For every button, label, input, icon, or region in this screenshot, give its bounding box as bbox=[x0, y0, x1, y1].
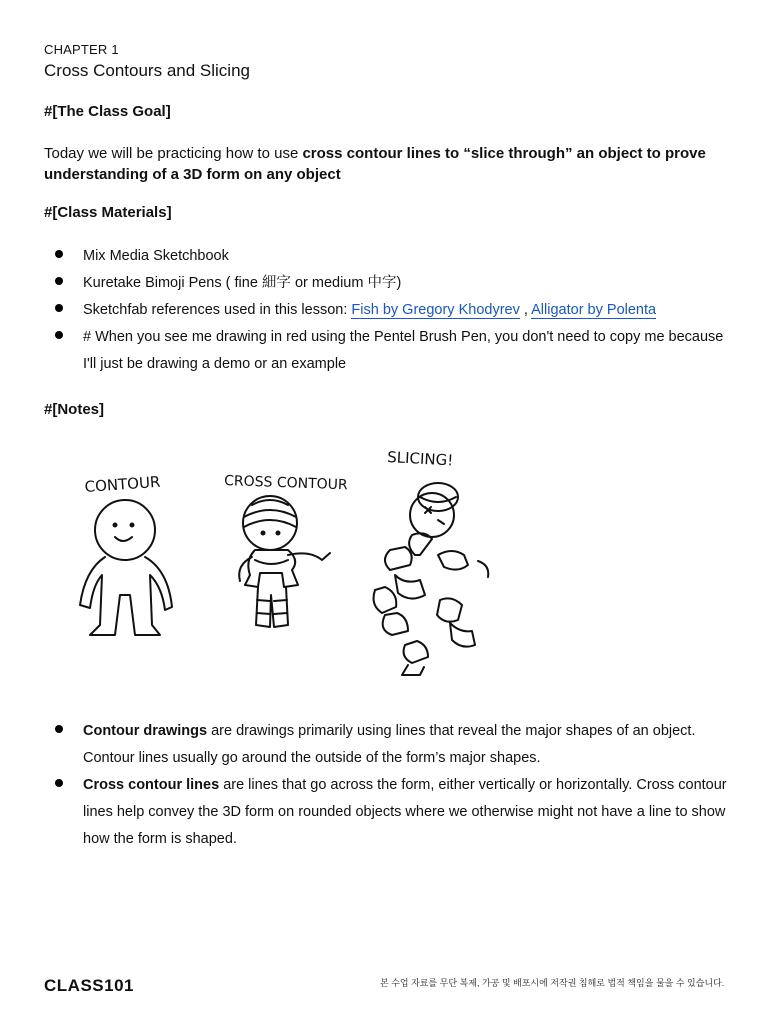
goal-text: Today we will be practicing how to use bbox=[44, 145, 303, 162]
list-item bbox=[52, 324, 732, 378]
copyright-notice: 본 수업 자료를 무단 복제, 가공 및 배포시에 저작권 침해로 법적 책임을 물을 수 있습니다. bbox=[380, 978, 725, 988]
contour-drawings-definition: are drawings primarily using lines that reveal the major shapes of an object. Contour lines usually go around the outside of the form’s major shapes. bbox=[83, 723, 696, 766]
class101-logo: CLASS101 bbox=[44, 976, 134, 995]
fish-reference-link[interactable]: Fish by Gregory Khodyrev bbox=[351, 302, 520, 318]
chapter-label: CHAPTER 1 bbox=[44, 42, 119, 57]
cross-contour-label: CROSS CONTOUR bbox=[223, 473, 348, 494]
cross-contour-figure bbox=[239, 496, 330, 627]
goal-text-bold: cross contour lines to “slice through” an object to prove understanding of a 3D form on any object bbox=[44, 145, 706, 183]
list-item bbox=[52, 772, 732, 853]
material-pens: Kuretake Bimoji Pens ( fine 細字 or medium 中字) bbox=[83, 275, 402, 291]
materials-heading: #[Class Materials] bbox=[44, 204, 172, 221]
cross-contour-term: Cross contour lines bbox=[83, 777, 220, 793]
materials-list bbox=[52, 243, 732, 378]
material-sketchbook: Mix Media Sketchbook bbox=[83, 248, 229, 264]
alligator-reference-link[interactable]: Alligator by Polenta bbox=[531, 302, 657, 318]
cross-contour-definition: are lines that go across the form, either vertically or horizontally. Cross contour lines help convey the 3D form on rounded objects where we otherwise might not have a line to show how the form is shaped. bbox=[83, 777, 727, 847]
contour-illustration bbox=[60, 435, 520, 710]
list-item bbox=[52, 718, 732, 772]
material-note: # When you see me drawing in red using the Pentel Brush Pen, you don't need to copy me because I'll just be drawing a demo or an example bbox=[83, 329, 724, 372]
slicing-figure bbox=[374, 483, 489, 675]
contour-drawings-term: Contour drawings bbox=[83, 723, 208, 739]
contour-label: CONTOUR bbox=[84, 472, 161, 496]
page-title: Cross Contours and Slicing bbox=[44, 61, 250, 80]
notes-list bbox=[52, 718, 732, 853]
contour-figure bbox=[80, 500, 172, 635]
list-item bbox=[52, 270, 732, 297]
material-references: Sketchfab references used in this lesson: bbox=[83, 302, 352, 318]
slicing-label: SLICING! bbox=[386, 448, 454, 470]
goal-paragraph bbox=[44, 143, 734, 185]
goal-heading: #[The Class Goal] bbox=[44, 103, 171, 120]
list-item bbox=[52, 243, 732, 270]
notes-heading: #[Notes] bbox=[44, 401, 105, 418]
link-separator: , bbox=[519, 302, 532, 318]
list-item bbox=[52, 297, 732, 324]
